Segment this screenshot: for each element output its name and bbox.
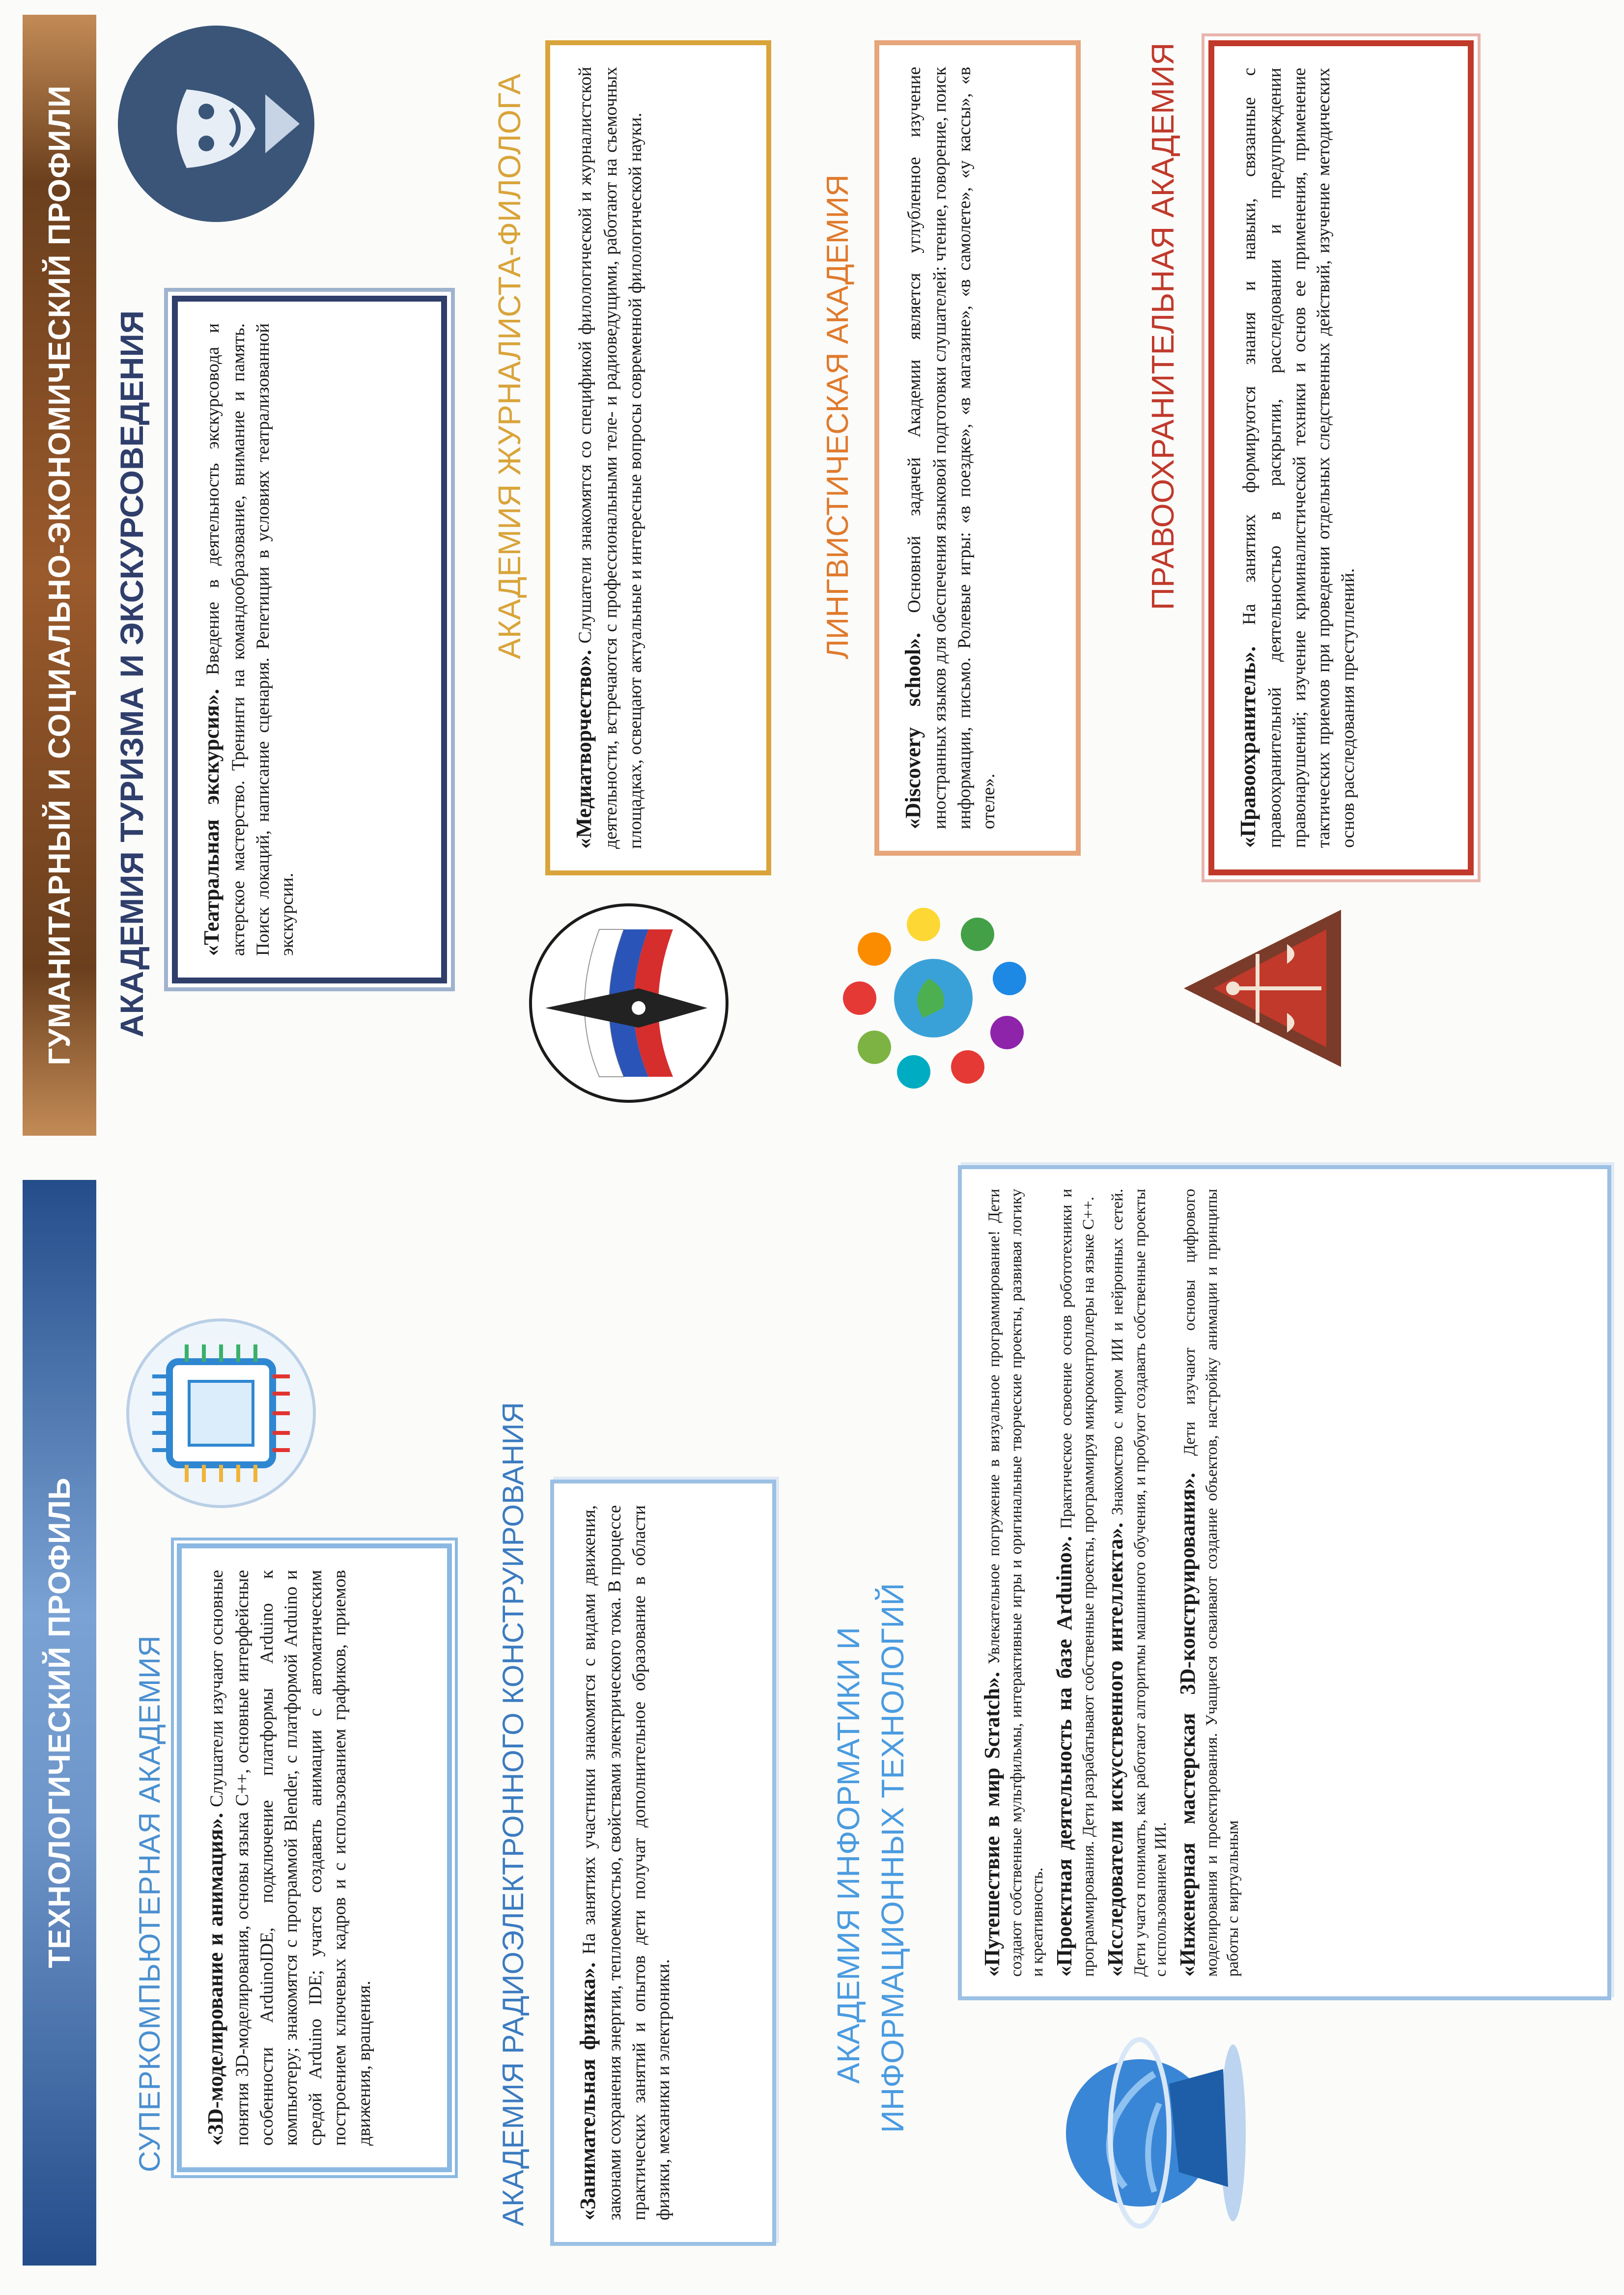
tourism-heading: АКАДЕМИЯ ТУРИЗМА И ЭКСКУРСОВЕДЕНИЯ [113, 310, 150, 1037]
supercomp-course-title: «3D-моделирование и анимация». [203, 1813, 227, 2146]
tech-profile-banner: ТЕХНОЛОГИЧЕСКИЙ ПРОФИЛЬ [23, 1180, 96, 2266]
radio-course-text: На занятиях участники знакомятся с видами движения, законами сохранения энергии, теплоемкостью, свойствами электрического тока. В процессе практических занятий и опытов дети получат дополнительное образование в области физики, механики и электроники. [579, 1505, 674, 2220]
globe-icon [1056, 2025, 1253, 2231]
linguistic-heading: ЛИНГВИСТИЧЕСКАЯ АКАДЕМИЯ [821, 174, 855, 659]
it-card [958, 1165, 1611, 2000]
journalism-course-title: «Медиатворчество». [572, 649, 596, 849]
radio-card [550, 1480, 776, 2246]
it-item-arduino: «Проектная деятельность на базе Arduino». Практическое освоение основ робототехники и программирования. Дети разрабатывают собственные проекты, программируя микроконтроллеры на языке C++. [1052, 1189, 1098, 1977]
law-card [1208, 40, 1474, 875]
linguistic-course-title: «Discovery school». [901, 632, 925, 829]
journalism-course-text: Слушатели знакомятся со спецификой филологической и журналистской деятельности, встречаются с профессиональными теле- и радиоведущими, работают на съемочных площадках, освещают актуальные и интересные вопросы современной филологической науки. [575, 66, 645, 849]
tech-profile-panel [0, 1150, 1624, 2295]
it-item-ai: «Исследователи искусственного интеллекта». Знакомство с миром ИИ и нейронных сетей. Дети учатся понимать, как работают алгоритмы машинного обучения, и пробуют создавать собственные проекты с использованием ИИ. [1103, 1189, 1170, 1977]
it-item-3d: «Инженерная мастерская 3D-конструирования». Дети изучают основы цифрового моделирования и проектирования. Учащиеся осваивают создание объектов, настройку анимации и принципы работы с виртуальным [1176, 1188, 1242, 1977]
supercomp-card [177, 1543, 452, 2172]
linguistic-course-text: Основной задачей Академии является углубленное изучение иностранных языков для обеспечения языковой подготовки слушателей: чтение, говорение, поиск информации, письмо. Ролевые игры: «в поездке», «в магазине», «в самолете», «у кассы», «в отеле». [904, 67, 999, 829]
linguistic-card [874, 40, 1081, 856]
theatre-masks-icon [113, 21, 319, 227]
law-heading: ПРАВООХРАНИТЕЛЬНАЯ АКАДЕМИЯ [1145, 42, 1180, 610]
it-item-scratch: «Путешествие в мир Scratch». Увлекательное погружение в визуальное программирование! Дети создают собственные мультфильмы, интерактивные игры и оригинальные творческие проекты, развивая логику и креативность. [980, 1188, 1046, 1977]
law-course-text: На занятиях формируются знания и навыки, связанные с правоохранительной деятельностью в раскрытии, расследовании и предупреждении правонарушений; изучение криминалистической техники и основ ее применения, применение тактических приемов при проведении отдельных следственных действий, изучение методических основ расследования преступлений. [1239, 67, 1358, 848]
hands-globe-icon [825, 890, 1041, 1106]
law-course-title: «Правоохранитель». [1236, 646, 1260, 848]
chip-icon [123, 1308, 319, 1519]
tourism-card [172, 296, 447, 983]
scales-of-justice-icon [1179, 905, 1366, 1072]
journalism-card [545, 40, 771, 875]
it-heading-line1: АКАДЕМИЯ ИНФОРМАТИКИ И [831, 1627, 866, 2084]
it-heading-line2: ИНФОРМАЦИОННЫХ ТЕХНОЛОГИЙ [875, 1583, 910, 2133]
supercomp-course-text: Слушатели изучают основные понятия 3D-моделирования, основы языка C++, основные интерфейсные особенности ArduinoIDE, подключение платформы Arduino к компьютеру; знакомятся с программой Blender, с платформой Arduino и средой Arduino IDE; учатся создавать анимации с автоматическим построением ключевых кадров и с использованием графиков, приемов движения, вращения. [207, 1570, 374, 2146]
pen-flag-icon [521, 900, 737, 1106]
radio-course-title: «Занимательная физика». [576, 1962, 600, 2220]
humanitarian-profile-banner: ГУМАНИТАРНЫЙ И СОЦИАЛЬНО-ЭКОНОМИЧЕСКИЙ ПРОФИЛИ [23, 15, 96, 1136]
radio-heading: АКАДЕМИЯ РАДИОЭЛЕКТРОННОГО КОНСТРУИРОВАНИЯ [497, 1402, 530, 2226]
supercomp-heading: СУПЕРКОМПЬЮТЕРНАЯ АКАДЕМИЯ [133, 1635, 166, 2172]
journalism-heading: АКАДЕМИЯ ЖУРНАЛИСТА-ФИЛОЛОГА [492, 74, 527, 659]
tourism-course-title: «Театральная экскурсия». [199, 689, 224, 956]
tourism-course-text: Введение в деятельность экскурсовода и актерское мастерство. Тренинги на командообразование, внимание и память. Поиск локаций, написание сценария. Репетиции в условиях театрализованной экскурсии. [203, 323, 298, 956]
